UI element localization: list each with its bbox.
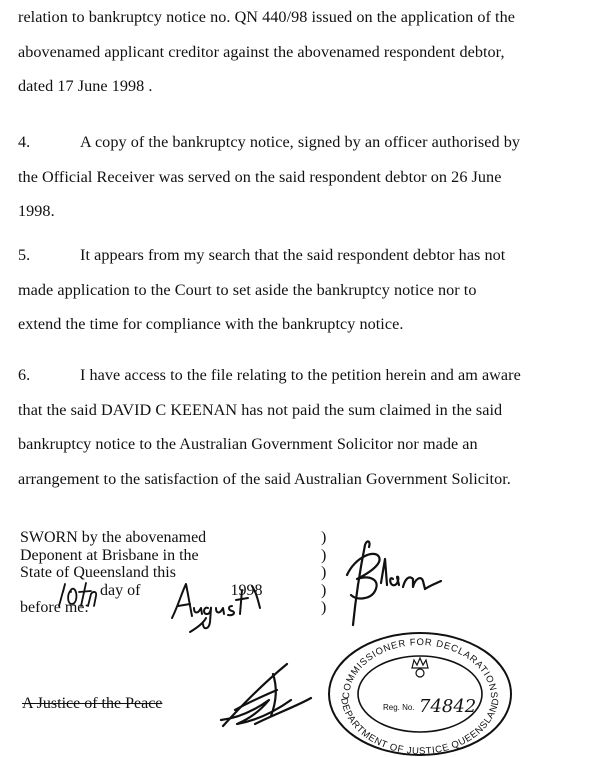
bracket: ) — [321, 546, 327, 564]
stamp-bottom-text: DEPARTMENT OF JUSTICE QUEENSLAND — [338, 697, 502, 756]
bracket: ) — [321, 564, 327, 581]
crown-crest-icon — [412, 658, 428, 677]
stamp-top-text: COMMISSIONER FOR DECLARATIONS — [340, 636, 500, 700]
text-line: made application to the Court to set aside the bankruptcy notice nor to — [18, 280, 477, 299]
jurat-line: before me: — [20, 599, 89, 616]
bracket: ) — [321, 581, 327, 599]
text-line: dated 17 June 1998 . — [18, 77, 153, 95]
jurat-day-label: day of — [100, 581, 141, 599]
text-line: bankruptcy notice to the Australian Government Solicitor nor made an — [18, 435, 478, 453]
paragraph-6 — [18, 358, 590, 496]
stamp-reg-label: Reg. No. — [383, 703, 415, 712]
jurat-line: Deponent at Brisbane in the — [20, 546, 199, 564]
justice-of-peace-label: A Justice of the Peace — [22, 695, 163, 712]
text-line: extend the time for compliance with the bankruptcy notice. — [18, 315, 404, 333]
handwritten-day-icon — [55, 580, 105, 610]
text-line: 1998. — [18, 202, 55, 220]
paragraph-5 — [18, 238, 590, 342]
paragraph-number: 4. — [18, 133, 31, 151]
stamp-reg-number: 74842 — [419, 696, 477, 717]
text-line: that the said DAVID C KEENAN has not paid the sum claimed in the said — [18, 400, 503, 419]
jurat-year: 1998 — [230, 581, 263, 599]
deponent-signature-icon — [335, 535, 445, 630]
text-line: A copy of the bankruptcy notice, signed by an officer authorised by — [80, 133, 520, 151]
paragraph-number: 5. — [18, 246, 31, 264]
paragraph-4 — [18, 125, 590, 229]
bracket: ) — [321, 529, 327, 546]
jurat-line: SWORN by the abovenamed — [20, 529, 207, 546]
text-line: relation to bankruptcy notice no. QN 440/98 issued on the application of the — [18, 8, 515, 26]
bracket: ) — [321, 599, 327, 616]
text-line: It appears from my search that the said respondent debtor has not — [80, 246, 506, 264]
paragraph-3-continued — [18, 0, 590, 104]
text-line: arrangement to the satisfaction of the said Australian Government Solicitor. — [18, 469, 511, 488]
witness-signature-icon — [215, 660, 315, 730]
text-line: I have access to the file relating to the petition herein and am aware — [80, 366, 521, 384]
paragraph-number: 6. — [18, 366, 31, 384]
commissioner-stamp — [325, 628, 515, 756]
jurat-line: State of Queensland this — [20, 564, 176, 581]
jurat-brackets — [321, 529, 326, 617]
text-line: the Official Receiver was served on the said respondent debtor on 26 June — [18, 167, 502, 186]
text-line: abovenamed applicant creditor against the abovenamed respondent debtor, — [18, 42, 505, 61]
handwritten-month-icon — [170, 578, 262, 633]
